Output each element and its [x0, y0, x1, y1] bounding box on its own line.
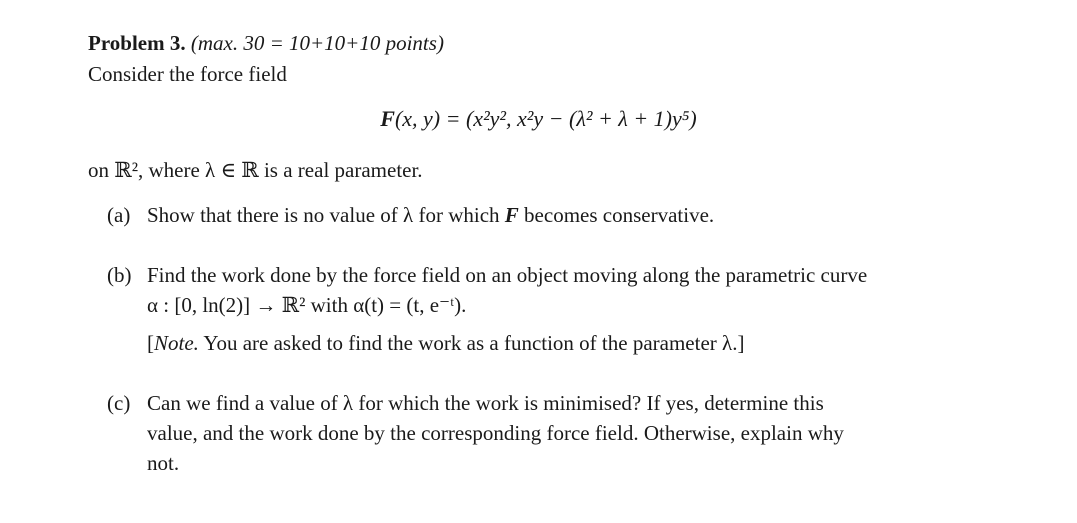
part-a-label: (a)	[107, 203, 131, 227]
part-a	[107, 202, 714, 228]
part-b-note-open: [	[147, 331, 154, 355]
part-c-line3: not.	[147, 451, 180, 475]
part-a-symbol: F	[504, 203, 519, 227]
problem-intro: Consider the force field	[88, 62, 287, 86]
part-a-text-before: Show that there is no value of λ for which	[147, 203, 505, 227]
part-b-curve: α : [0, ln(2)] → ℝ² with α(t) = (t, e⁻ᵗ).	[147, 293, 467, 317]
part-b	[107, 262, 867, 288]
formula-vector-symbol: F	[380, 106, 395, 131]
part-b-label: (b)	[107, 263, 132, 287]
problem-points: (max. 30 = 10+10+10 points)	[190, 31, 444, 55]
part-c-label: (c)	[107, 391, 131, 415]
part-c-line1: Can we find a value of λ for which the work is minimised? If yes, determine this	[147, 391, 824, 415]
formula-expression: (x, y) = (x²y², x²y − (λ² + λ + 1)y⁵)	[394, 106, 697, 131]
part-c	[107, 390, 824, 416]
part-c-line2: value, and the work done by the corresponding force field. Otherwise, explain why	[147, 421, 844, 445]
part-b-note	[147, 330, 744, 356]
part-b-line1: Find the work done by the force field on an object moving along the parametric curve	[147, 263, 868, 287]
domain-statement: on ℝ², where λ ∈ ℝ is a real parameter.	[88, 158, 423, 182]
problem-heading	[88, 30, 444, 56]
part-b-note-label: Note.	[154, 331, 199, 355]
part-a-text-after: becomes conservative.	[518, 203, 715, 227]
problem-number: Problem 3.	[88, 31, 186, 55]
part-b-note-text: You are asked to find the work as a function of the parameter λ.]	[198, 331, 745, 355]
force-field-formula	[0, 106, 1077, 132]
